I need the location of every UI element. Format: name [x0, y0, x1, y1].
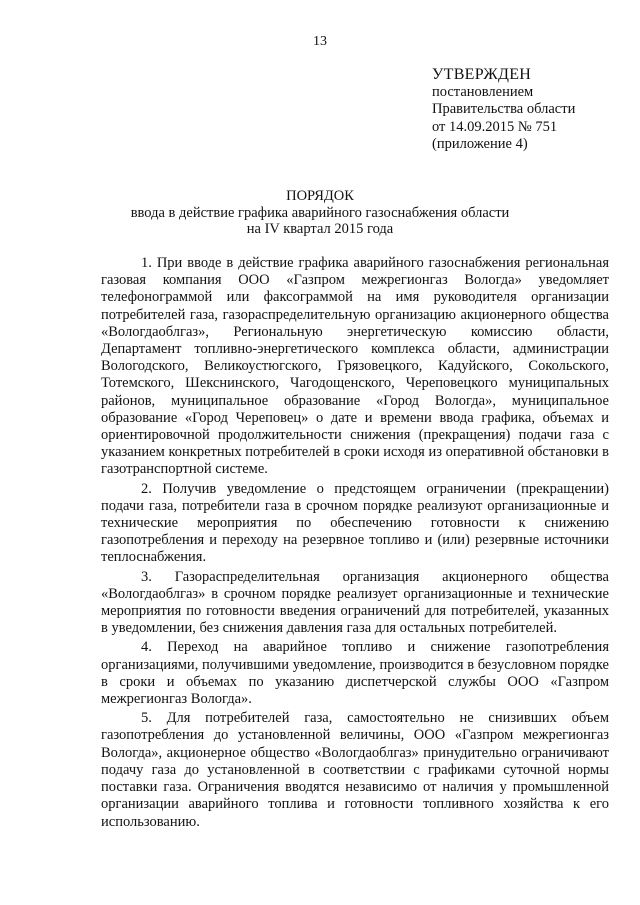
page-number: 13 — [313, 34, 327, 49]
paragraph: 2. Получив уведомление о предстоящем ограничении (прекращении) подачи газа, потребители газа в срочном порядке реализуют организационные и технические мероприятия по обеспечению готовности к снижению газопотребления и переходу на резервное топливо и (или) резервные источники теплоснабжения. — [101, 480, 609, 566]
approval-title: УТВЕРЖДЕН — [432, 66, 532, 83]
document-body — [101, 255, 609, 833]
paragraph: 1. При вводе в действие графика аварийного газоснабжения региональная газовая компания ООО «Газпром межрегионгаз Вологда» уведомляет телефонограммой или факсограммой на имя руководителя организации потребителей газа, газораспределительную организацию акционерного общества «Вологдаоблгаз», Региональную энергетическую комиссию области, Департамент топливно-энергетического комплекса области, администрации Вологодского, Великоустюгского, Грязовецкого, Кадуйского, Сокольского, Тотемского, Шекснинского, Чагодощенского, Череповецкого муниципальных районов, муниципальное образование «Город Вологда», муниципальное образование «Город Череповец» о дате и времени ввода графика, объемах и ориентировочной продолжительности снижения (прекращения) подачи газа с указанием конкретных потребителей в сроки исходя из оперативной обстановки в газотранспортной системе. — [101, 255, 609, 478]
approval-line: (приложение 4) — [432, 136, 528, 152]
approval-block — [432, 66, 575, 154]
approval-line: Правительства области — [432, 101, 576, 117]
approval-line: от 14.09.2015 № 751 — [432, 118, 558, 135]
paragraph: 3. Газораспределительная организация акционерного общества «Вологдаоблгаз» в срочном порядке реализует организационные и технические мероприятия по готовности введения ограничений для потребителей, указанных в уведомлении, без снижения давления газа для остальных потребителей. — [101, 568, 609, 637]
paragraph: 5. Для потребителей газа, самостоятельно не снизивших объем газопотребления до установленной величины, ООО «Газпром межрегионгаз Вологда», акционерное общество «Вологдаоблгаз» принудительно ограничивают подачу газа до установленной в соответствии с графиками суточной нормы поставки газа. Ограничения вводятся независимо от наличия у промышленной организации аварийного топлива и готовности топливного хозяйства к его использованию. — [101, 710, 609, 830]
paragraph: 4. Переход на аварийное топливо и снижение газопотребления организациями, получившими уведомление, производится в безусловном порядке в сроки и объемах по указанию диспетчерской службы ООО «Газпром межрегионгаз Вологда». — [101, 639, 609, 708]
heading-subtitle: ввода в действие графика аварийного газоснабжения области — [130, 204, 510, 221]
document-heading — [0, 188, 640, 238]
heading-period: на IV квартал 2015 года — [246, 221, 394, 237]
heading-title: ПОРЯДОК — [286, 188, 354, 204]
approval-line: постановлением — [432, 83, 534, 100]
